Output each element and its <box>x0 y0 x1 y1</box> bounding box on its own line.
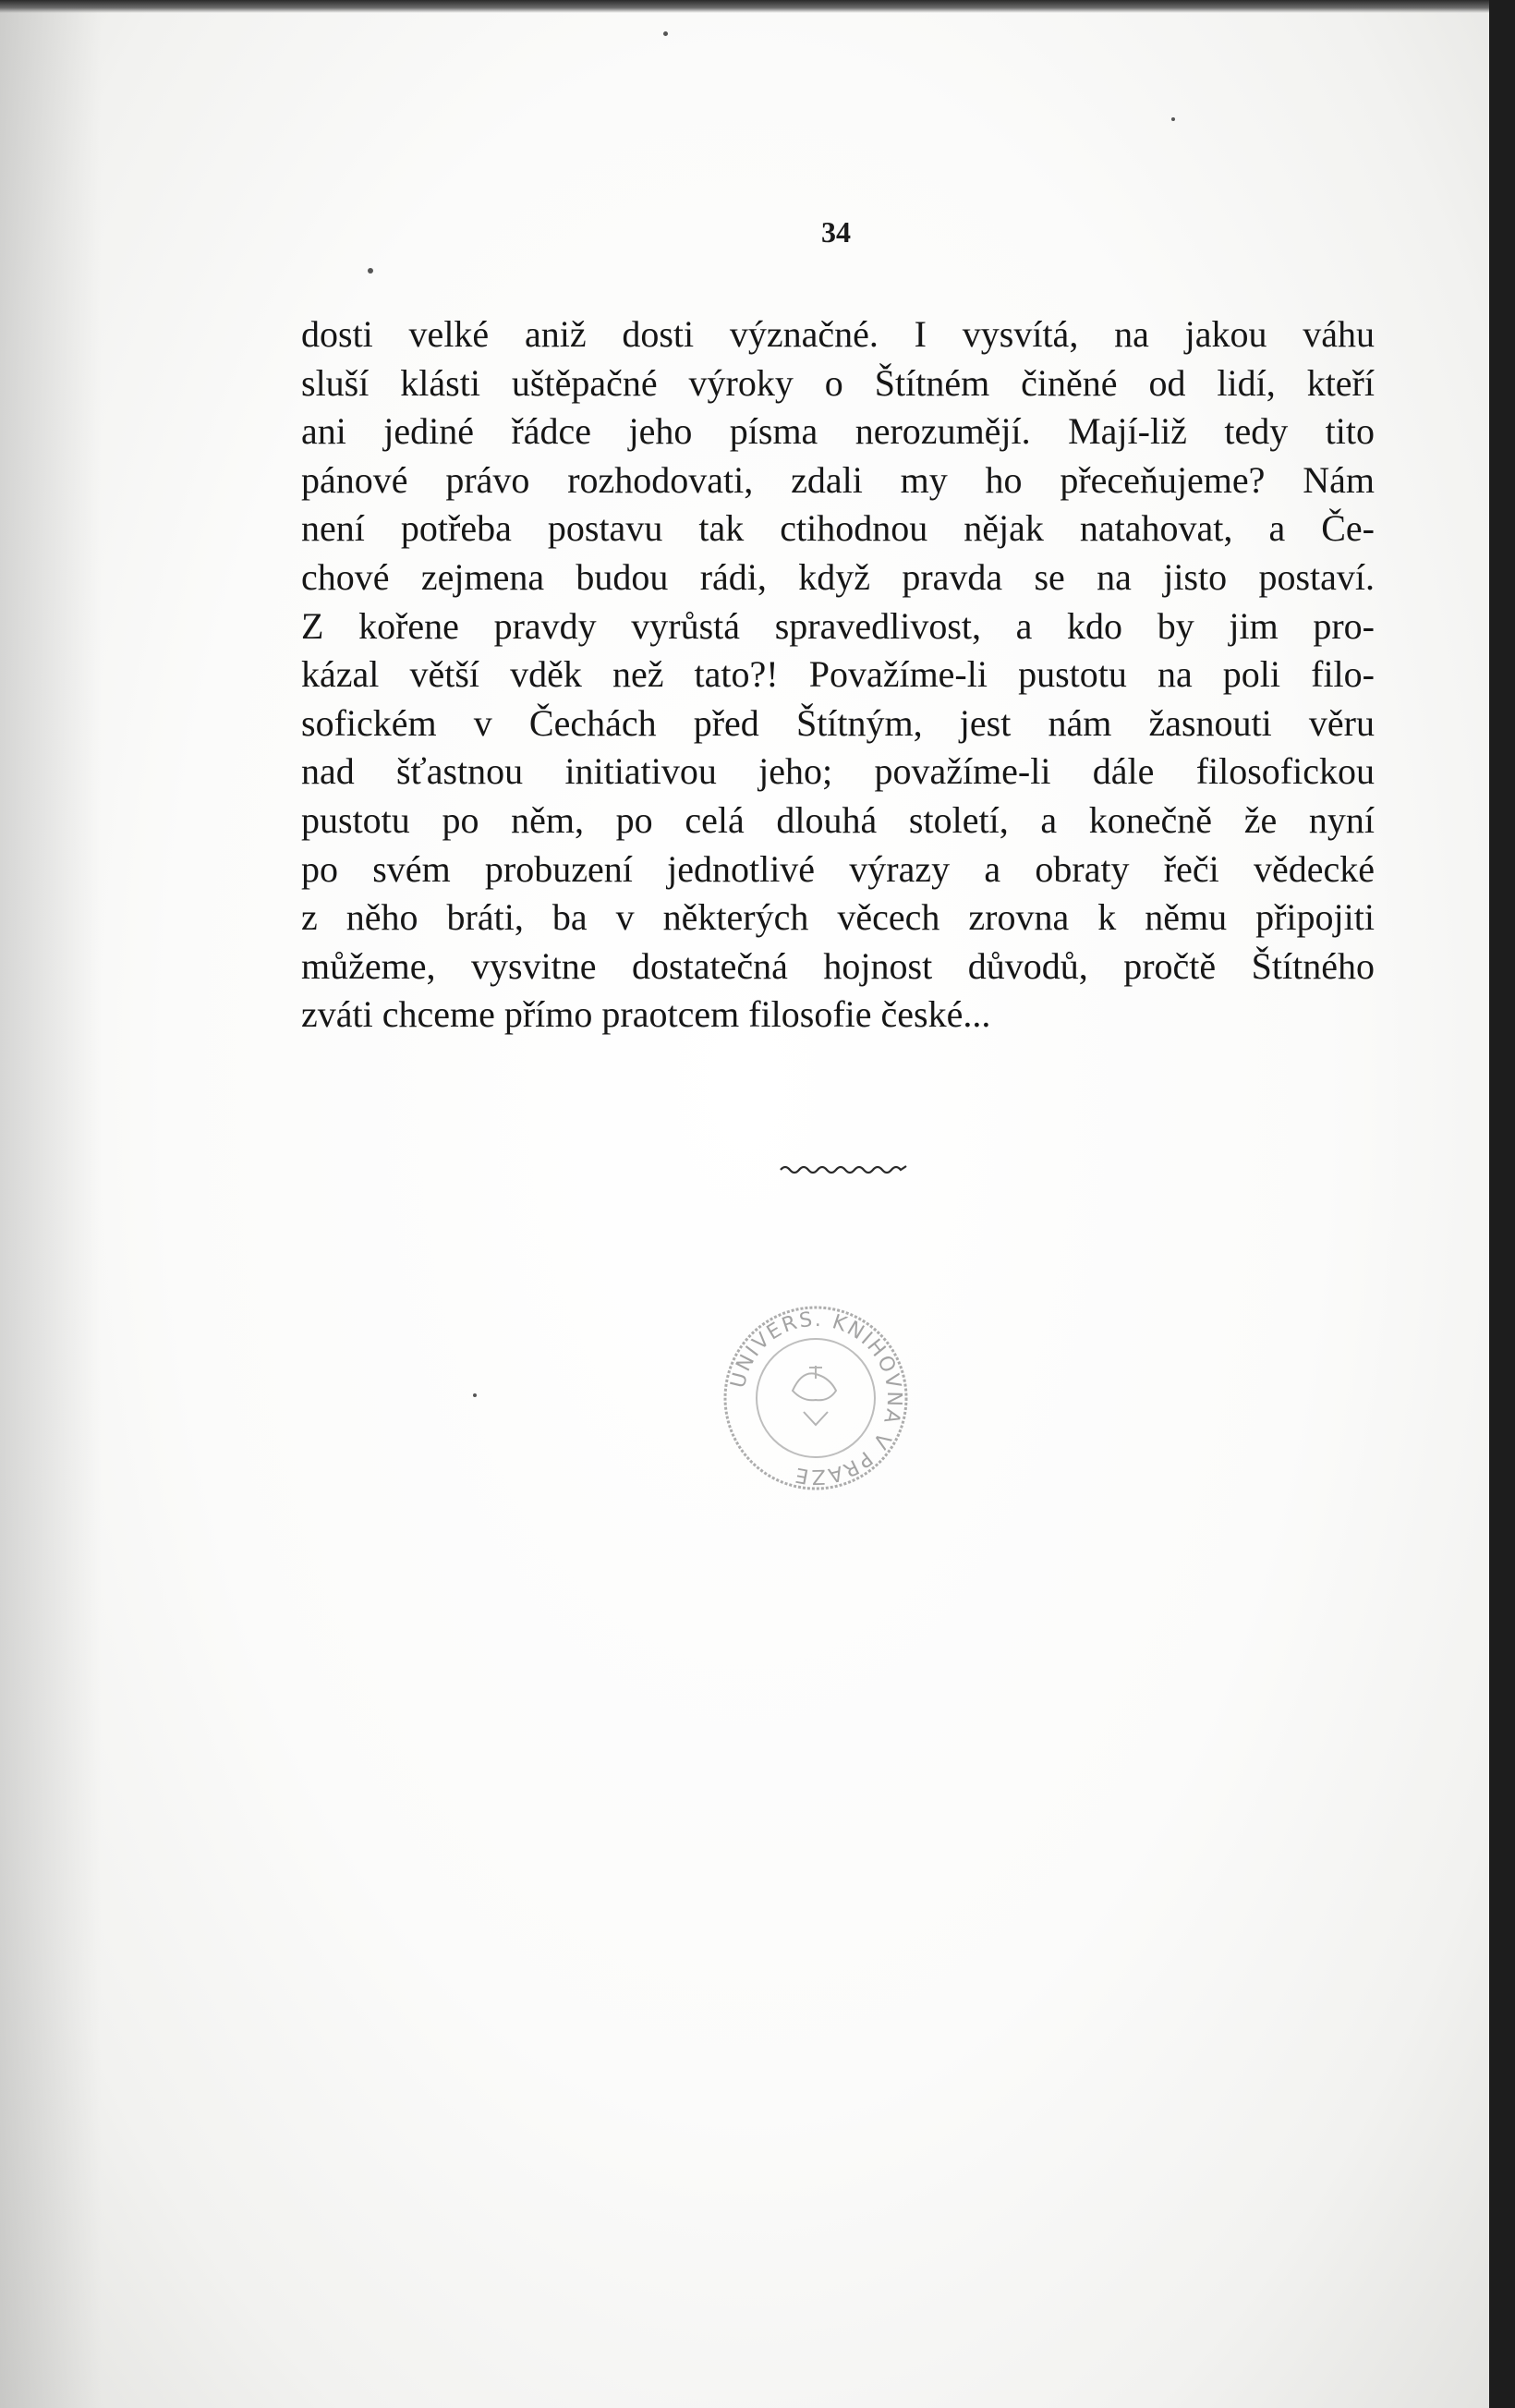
text-line: dosti velké aniž dosti význačné. I vysvítá, na jakou váhu <box>301 313 1375 355</box>
text-line: po svém probuzení jednotlivé výrazy a obraty řeči vědecké <box>301 847 1375 890</box>
page-gutter-shadow <box>0 0 102 2408</box>
wavy-line-ornament-icon <box>779 1162 908 1181</box>
text-line: ani jediné řádce jeho písma nerozumějí. Mají-liž tedy tito <box>301 410 1375 453</box>
text-line: nad šťastnou initiativou jeho; považíme-li dále filosofickou <box>301 750 1375 793</box>
text-line: Z kořene pravdy vyrůstá spravedlivost, a kdo by jim pro- <box>301 604 1375 647</box>
paper-speck <box>663 31 668 36</box>
scan-top-edge <box>0 0 1515 13</box>
text-line: z něho bráti, ba v některých věcech zrovna k němu připojiti <box>301 896 1375 939</box>
text-line: sofickém v Čechách před Štítným, jest nám žasnouti věru <box>301 701 1375 744</box>
svg-text:UNIVERS. KNIHOVNA V PRAZE <box>727 1308 906 1488</box>
stamp-text: UNIVERS. KNIHOVNA V PRAZE <box>726 1307 906 1489</box>
text-line: pustotu po něm, po celá dlouhá století, a konečně že nyní <box>301 798 1375 841</box>
scan-right-edge <box>1489 0 1515 2408</box>
text-line: můžeme, vysvitne dostatečná hojnost důvodů, pročtě Štítného <box>301 944 1375 987</box>
paper-speck <box>1171 117 1175 121</box>
text-line: chové zejmena budou rádi, když pravda se na jisto postaví. <box>301 555 1375 598</box>
page-number: 34 <box>821 215 851 249</box>
text-line: pánové právo rozhodovati, zdali my ho přeceňujeme? Nám <box>301 458 1375 501</box>
body-text <box>301 310 1375 1040</box>
library-stamp-icon <box>721 1303 911 1493</box>
text-line: není potřeba postavu tak ctihodnou nějak natahovat, a Če- <box>301 507 1375 550</box>
text-line-last: zváti chceme přímo praotcem filosofie české... <box>301 993 991 1036</box>
text-line: kázal větší vděk než tato?! Považíme-li pustotu na poli filo- <box>301 653 1375 696</box>
paper-speck <box>473 1393 477 1397</box>
paper-speck <box>368 268 373 274</box>
text-line: sluší klásti uštěpačné výroky o Štítném činěné od lidí, kteří <box>301 361 1375 404</box>
